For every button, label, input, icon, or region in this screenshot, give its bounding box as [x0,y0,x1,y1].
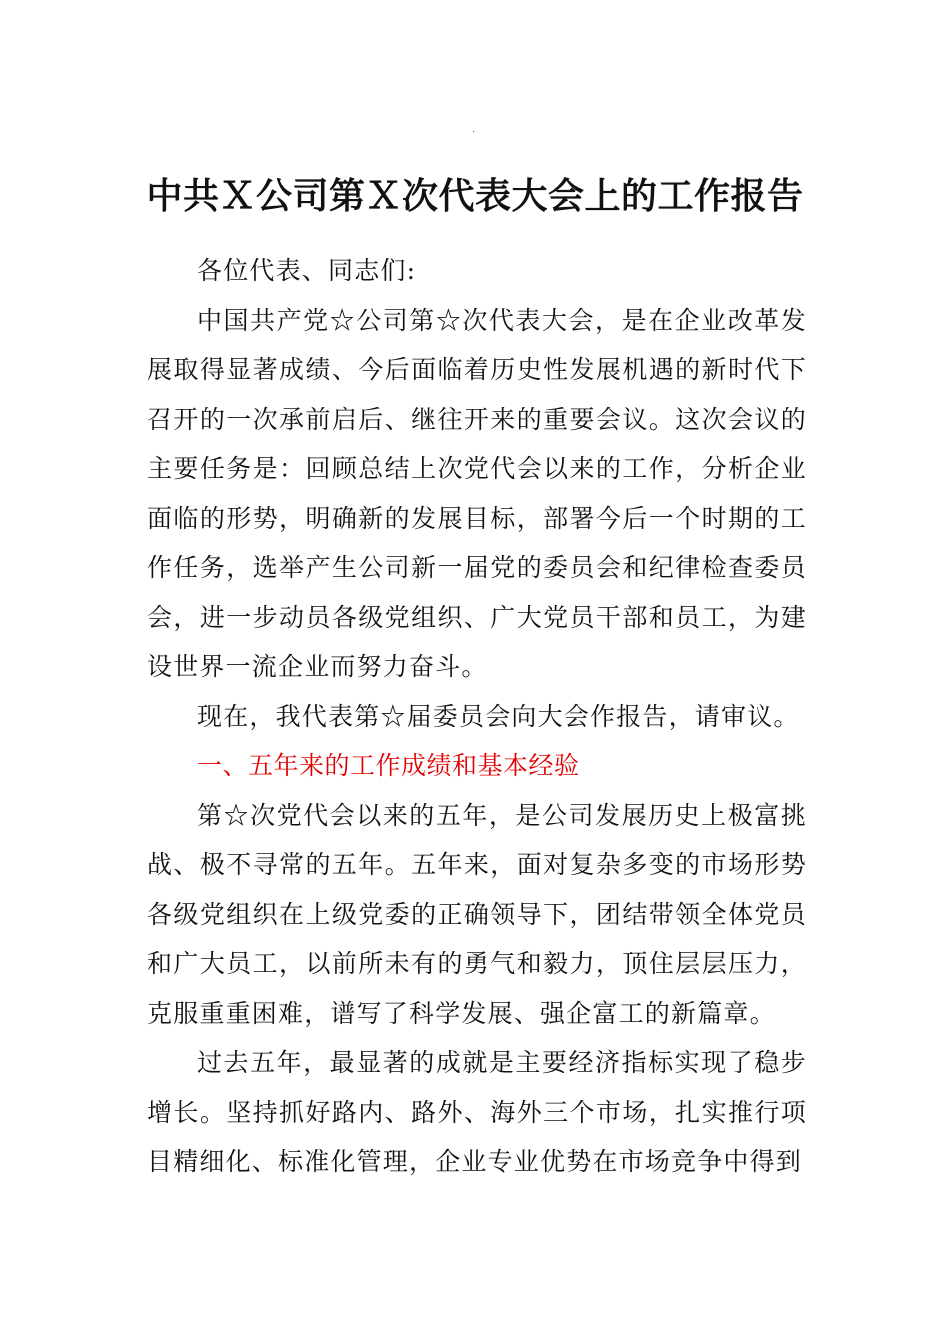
header-mark: · [472,127,476,138]
paragraph-five-years: 第☆次党代会以来的五年，是公司发展历史上极富挑战、极不寻常的五年。五年来，面对复杂多变的市场形势各级党组织在上级党委的正确领导下，团结带领全体党员和广大员工，以前所未有的勇气和毅力，顶住层层压力，克服重重困难，谱写了科学发展、强企富工的新篇章。 [147,800,807,1028]
document-body [147,246,807,1187]
paragraph-report: 现在，我代表第☆届委员会向大会作报告，请审议。 [197,701,800,731]
document-title: 中共Ｘ公司第Ｘ次代表大会上的工作报告 [146,175,804,217]
salutation: 各位代表、同志们: [197,256,417,285]
paragraph-intro: 中国共产党☆公司第☆次代表大会，是在企业改革发展取得显著成绩、今后面临着历史性发展机遇的新时代下召开的一次承前启后、继往开来的重要会议。这次会议的主要任务是：回顾总结上次党代会以来的工作，分析企业面临的形势，明确新的发展目标，部署今后一个时期的工作任务，选举产生公司新一届党的委员会和纪律检查委员会，进一步动员各级党组织、广大党员干部和员工，为建设世界一流企业而努力奋斗。 [147,305,807,681]
paragraph-achievements: 过去五年，最显著的成就是主要经济指标实现了稳步增长。坚持抓好路内、路外、海外三个市场，扎实推行项目精细化、标准化管理，企业专业优势在市场竞争中得到 [147,1048,807,1176]
section-heading: 一、五年来的工作成绩和基本经验 [197,751,580,780]
